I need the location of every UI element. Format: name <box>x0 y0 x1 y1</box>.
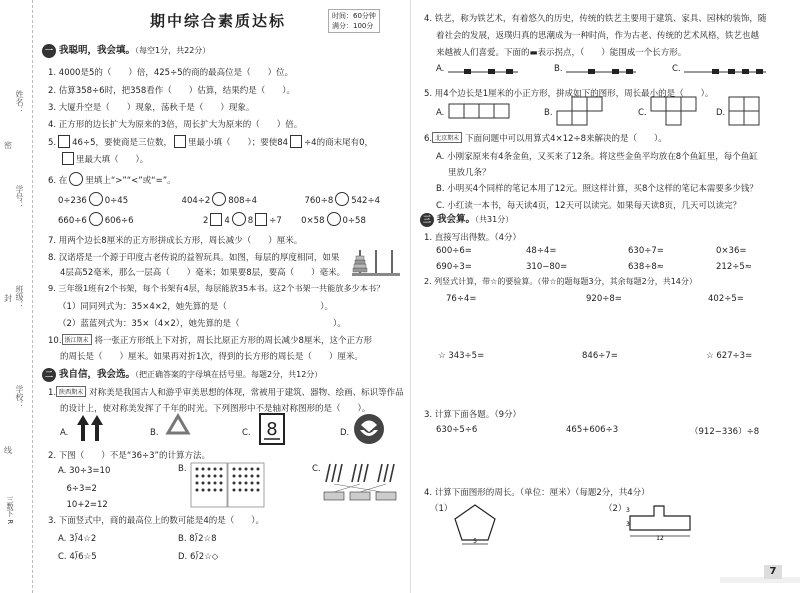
page-title: 期中综合素质达标 <box>150 12 287 30</box>
source-tag: 陕西期末 <box>56 386 86 397</box>
s1-question-8b: 4层高52毫米，那么一层高（ ）毫米；如果要8层，要高（ ）毫米。 <box>60 268 346 278</box>
shape-option-b[interactable]: B. <box>544 108 553 118</box>
footer-bar <box>720 577 800 583</box>
r-question-6-option-a[interactable]: A. 小刚家原来有4条金鱼，又买来了12条。将这些金鱼平均放在8个鱼缸里，每个鱼缸 <box>436 152 758 162</box>
q6-expr: 808÷4 <box>228 196 258 206</box>
r-question-6-option-c[interactable]: C. 小红读一本书，每天读4页，12天可以读完。如果每天读8页，几天可以读完？ <box>436 201 741 211</box>
s2-question-3: 3. 下面竖式中，商的最高位上的数可能是4的是（ ）。 <box>48 516 264 526</box>
vertical-calc-item: 920÷8= <box>586 294 622 304</box>
full-score: 满分：100分 <box>332 22 374 30</box>
vertical-calc-item: ☆ 627÷3= <box>706 351 753 361</box>
vertical-calc-item: 846÷7= <box>582 351 618 361</box>
option-a[interactable]: A. <box>60 428 69 438</box>
section-3-heading <box>420 211 513 227</box>
s1-question-9-1: （1）同同列式为：35×4×2，她先算的是（ ）。 <box>58 302 334 312</box>
r-question-6 <box>424 132 667 144</box>
r-question-4a: 4. 铁艺，称为铁艺术，有着悠久的历史，传统的铁艺主要用于建筑、家具、园林的装饰，随 <box>424 14 767 24</box>
option-3a[interactable]: A. 3⟌4☆2 <box>58 534 97 544</box>
shape-b-zigzag <box>556 96 604 126</box>
s1-question-8a: 8. 汉诺塔是一个源于印度古老传说的益智玩具。如图，每层的厚度相同，如果 <box>48 253 340 263</box>
figure-1-label: （1） <box>430 504 453 514</box>
s1-question-5-cont <box>60 152 148 165</box>
vertical-calc-item: 76÷4= <box>446 294 477 304</box>
step-calc-item: （912−336）÷8 <box>690 427 760 437</box>
recycle-icon <box>162 413 194 445</box>
s1-question-5 <box>48 135 373 148</box>
r-question-6-option-b[interactable]: B. 小明买4个同样的笔记本用了12元。照这样计算，买8个这样的笔记本需要多少钱？ <box>436 184 758 194</box>
section-1-number: 一 <box>42 44 56 58</box>
digit-box[interactable] <box>174 135 186 148</box>
q6-expr: 2 <box>202 216 209 226</box>
option-d[interactable]: D. <box>340 428 350 438</box>
option-3d[interactable]: D. 6⟌2☆◇ <box>178 552 219 562</box>
iron-bar-b <box>566 66 636 76</box>
q5-text-b: 46÷5，要使商是三位数， <box>72 138 172 148</box>
q5-text-e: 里最大填（ ）。 <box>76 155 149 165</box>
time-limit: 时间：60分钟 <box>332 12 376 20</box>
q6-expr: 0×58 <box>301 216 325 226</box>
section-3-number: 三 <box>420 213 434 227</box>
r-question-4c: 来越被人们喜爱。下面的▬表示拐点，（ ）能围成一个长方形。 <box>436 48 687 58</box>
source-tag: 浙江期末 <box>62 334 92 345</box>
section-3-note: （共31分） <box>475 215 514 224</box>
s2-question-2: 2. 下图（ ）不是“36÷3”的计算方法。 <box>48 451 210 461</box>
digit-box[interactable] <box>58 135 70 148</box>
compare-circle[interactable] <box>89 192 103 206</box>
calc-item: 48÷4= <box>526 246 557 256</box>
figure-2-label: （2） <box>604 504 627 514</box>
option-2a-line2: 6÷3=2 <box>58 484 97 494</box>
section-1-title: 我聪明，我会填。 <box>59 45 136 56</box>
s1-question-3: 3. 大厦升空是（ ）现象，荡秋千是（ ）现象。 <box>48 103 255 113</box>
calc-item: 630÷7= <box>628 246 664 256</box>
s1-question-1: 1. 4000是5的（ ）倍，425÷5的商的最高位是（ ）位。 <box>48 68 294 78</box>
s2-question-1 <box>48 386 404 398</box>
q6-expr: 542÷4 <box>351 196 380 206</box>
compare-circle[interactable] <box>212 192 226 206</box>
dimension-label: 3 <box>626 521 630 528</box>
student-number-label: 学号： <box>15 185 24 209</box>
step-calc-item: 465+606÷3 <box>566 425 619 435</box>
dimension-label: 12 <box>656 535 664 542</box>
calc-item: 638÷8≈ <box>628 262 664 272</box>
q10-text: 将一张正方形纸上下对折，周长比原正方形的周长减少8厘米，这个正方形 <box>94 336 372 346</box>
line-mark: 线 <box>4 446 12 455</box>
compare-circle[interactable] <box>89 212 103 226</box>
page-number: 7 <box>764 565 782 579</box>
s1-question-2: 2. 估算358÷6时，把358看作（ ）估算，结果约是（ ）。 <box>48 86 296 96</box>
r-question-6-option-a-cont: 里放几条？ <box>448 168 491 178</box>
compare-circle <box>69 172 83 186</box>
section-2-title: 我自信，我会选。 <box>59 369 136 380</box>
digit-box[interactable] <box>255 213 267 226</box>
iron-option-a[interactable]: A. <box>436 64 445 74</box>
q6-expr: 4 <box>224 216 230 226</box>
q6-expr: 0÷58 <box>342 216 366 226</box>
section-1-note: （每空1分，共22分） <box>135 46 211 55</box>
q6-number: 6. <box>424 134 433 144</box>
shape-option-c[interactable]: C. <box>638 108 647 118</box>
q5-text-c: 里最小填（ ）；要使84 <box>187 138 289 148</box>
dot-array-grouping-image <box>190 462 266 508</box>
option-3b[interactable]: B. 8⟌2☆8 <box>178 534 217 544</box>
q6-expr: 606÷6 <box>104 216 134 226</box>
section-2-heading <box>42 366 322 382</box>
q1-number: 1. <box>48 388 57 398</box>
shape-d-square <box>728 96 760 126</box>
vertical-calc-item: 402÷5= <box>708 294 744 304</box>
s1-question-7: 7. 用两个边长8厘米的正方形拼成长方形，周长减少（ ）厘米。 <box>48 236 303 246</box>
class-label: 班级： <box>15 285 24 309</box>
iron-option-b[interactable]: B. <box>554 64 563 74</box>
s1-question-4: 4. 正方形的边长扩大为原来的3倍，周长扩大为原来的（ ）倍。 <box>48 120 303 130</box>
hanoi-tower-image <box>350 247 402 277</box>
compare-circle[interactable] <box>232 212 246 226</box>
option-b[interactable]: B. <box>150 428 159 438</box>
stepped-shape-figure <box>624 502 700 542</box>
calc-item: 600÷6= <box>436 246 472 256</box>
double-arrow-icon <box>74 413 106 443</box>
s3-question-1: 1. 直接写出得数。（4分） <box>424 233 521 243</box>
source-tag: 北京期末 <box>432 132 462 143</box>
q6-row-2 <box>58 212 366 226</box>
q5-text-d: ÷4的商末尾有0， <box>304 138 374 148</box>
s1-question-9-2: （2）蓝蓝列式为：35×（4×2），她先算的是（ ）。 <box>58 319 346 329</box>
q6-text-a: 6. 在 <box>48 176 68 186</box>
s1-question-10 <box>48 334 372 346</box>
step-calc-item: 630÷5÷6 <box>436 425 478 435</box>
compare-circle[interactable] <box>335 192 349 206</box>
section-3-title: 我会算。 <box>437 214 476 225</box>
s3-question-2: 2. 列竖式计算，带☆的要验算。（带☆的题每题3分，其余每题2分，共14分） <box>424 277 697 286</box>
shape-c-t <box>650 96 698 126</box>
option-2a-line1[interactable]: A. 30÷3=10 <box>58 466 111 476</box>
compare-circle[interactable] <box>327 212 341 226</box>
calc-item: 0×36= <box>716 246 747 256</box>
s1-question-6 <box>48 172 176 186</box>
right-page <box>410 0 800 593</box>
s3-question-4: 4. 计算下面图形的周长。（单位：厘米）（每题2分，共4分） <box>424 488 650 498</box>
q6-expr: 660÷6 <box>58 216 87 226</box>
q6-text: 下面问题中可以用算式4×12÷8来解决的是（ ）。 <box>465 134 667 144</box>
option-2b[interactable]: B. <box>178 464 187 474</box>
name-label: 姓名： <box>15 90 24 114</box>
s1-question-9: 9. 三年级1班有2个书架，每个书架有4层，每层能放35本书。这2个书架一共能放多少本书？ <box>48 283 385 293</box>
calc-item: 212÷5≈ <box>716 262 752 272</box>
r-question-4b: 着社会的发展，返璞归真的思潮成为一种时尚，作为古老、传统的艺术风格，铁艺也越 <box>436 31 760 41</box>
digit-box[interactable] <box>210 213 222 226</box>
s1-question-10-cont: 的周长是（ ）厘米。如果再对折1次，得到的长方形的周长是（ ）厘米。 <box>60 352 363 362</box>
pentagon-figure <box>450 502 500 546</box>
sticks-bundle-image <box>322 462 402 512</box>
shape-option-a[interactable]: A. <box>436 108 445 118</box>
vertical-calc-item: ☆ 343÷5= <box>438 351 485 361</box>
q5-number: 5. <box>48 138 57 148</box>
option-3c[interactable]: C. 4⟌6☆5 <box>58 552 97 562</box>
q1-text: 对称美是我国古人和游乎审美思想的体现，常被用于建筑、器物、绘画、标识等作品 <box>89 388 404 398</box>
q6-expr: ÷7 <box>269 216 282 226</box>
q6-expr: 8 <box>247 216 254 226</box>
option-c[interactable]: C. <box>242 428 251 438</box>
exam-meta <box>328 9 380 33</box>
edition-label: 三数下 R <box>6 496 14 525</box>
section-2-number: 二 <box>42 368 56 382</box>
iron-bar-c <box>684 66 766 76</box>
section-2-note: （把正确答案的字母填在括号里。每题2分，共12分） <box>135 370 323 379</box>
binding-margin <box>0 0 33 593</box>
q6-expr: 404÷2 <box>181 196 211 206</box>
seal-mark-feng: 封 <box>4 294 12 303</box>
shape-a-four-in-row <box>448 103 510 119</box>
q6-text-b: 里填上“>”“<”或“=”。 <box>85 176 176 186</box>
q6-expr: 0÷236 <box>58 196 87 206</box>
iron-option-c[interactable]: C. <box>672 64 681 74</box>
q6-expr: 0÷45 <box>104 196 129 206</box>
dimension-label: 3 <box>626 507 630 514</box>
digit-box[interactable] <box>62 152 74 165</box>
q6-row-1 <box>58 192 380 206</box>
school-label: 学校： <box>15 385 24 409</box>
section-1-heading <box>42 42 210 58</box>
option-2a-line3: 10+2=12 <box>58 500 108 510</box>
calc-item: 690÷3= <box>436 262 472 272</box>
svg-text:8: 8 <box>266 419 278 440</box>
q10-number: 10. <box>48 336 62 346</box>
iron-bar-a <box>448 66 518 76</box>
s3-question-3: 3. 计算下面各题。（9分） <box>424 410 521 420</box>
seal-mark: 密 <box>4 141 12 150</box>
calc-item: 310−80= <box>526 262 568 272</box>
hands-leaf-icon <box>352 412 386 446</box>
option-2c[interactable]: C. <box>312 464 321 474</box>
r-question-5: 5. 用4个边长是1厘米的小正方形，拼成如下的图形，周长最小的是（ ）。 <box>424 89 714 99</box>
digit-box[interactable] <box>290 135 302 148</box>
q6-expr: 760÷8 <box>304 196 334 206</box>
digit-eight-sign-icon <box>258 413 286 445</box>
shape-option-d[interactable]: D. <box>716 108 726 118</box>
pentagon-side-label: 5 <box>473 538 477 545</box>
s2-question-1-cont: 的设计上，使对称美发挥了千年的时光。下列图形中不是轴对称图形的是（ ）。 <box>60 404 371 414</box>
